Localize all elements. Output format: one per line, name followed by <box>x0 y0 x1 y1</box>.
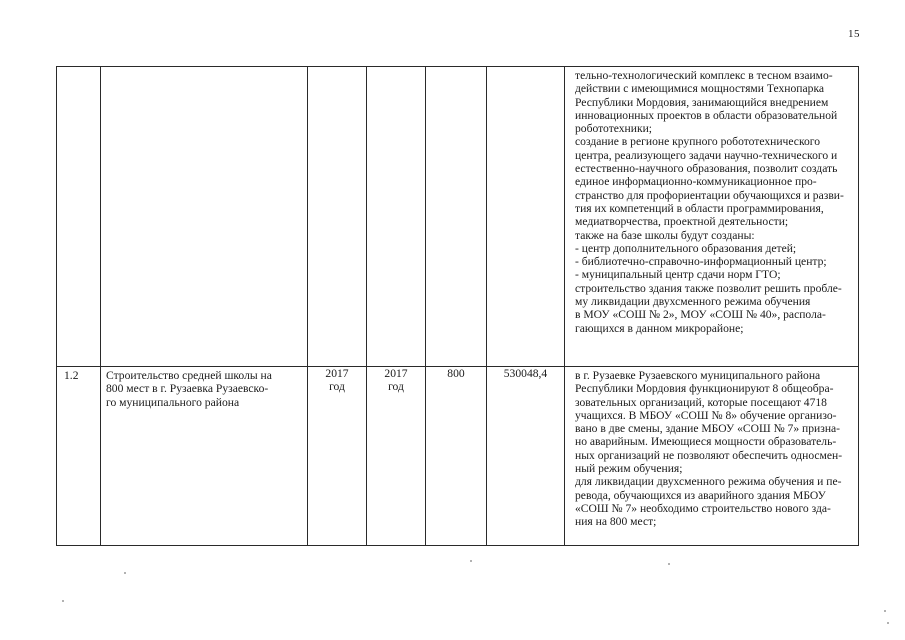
page-number: 15 <box>848 28 860 40</box>
description-line: строительство здания также позволит решить пробле- <box>575 281 842 295</box>
description-line: вано в две смены, здание МБОУ «СОШ № 7» призна- <box>575 422 841 436</box>
description-line: Республики Мордовия функционируют 8 общеобра- <box>575 382 834 396</box>
description-line: зовательных организаций, которые посещают 4718 <box>575 395 827 409</box>
description-line: робототехники; <box>575 122 653 136</box>
description-line: странство для профориентации обучающихся и разви- <box>575 188 844 202</box>
cell-cost <box>487 67 565 367</box>
description-line: - муниципальный центр сдачи норм ГТО; <box>575 268 781 282</box>
start-year: 2017 <box>325 367 349 380</box>
description-line: тия их компетенций в области программирования, <box>575 201 824 215</box>
description-line: му ликвидации двухсменного режима обучения <box>575 295 811 309</box>
scan-speck <box>668 563 670 565</box>
end-year: 2017 <box>384 367 408 380</box>
start-year-unit: год <box>329 380 345 394</box>
program-table <box>56 66 859 546</box>
cell-capacity <box>426 67 487 367</box>
description-line: «СОШ № 7» необходимо строительство нового зда- <box>575 501 831 515</box>
description-line: также на базе школы будут созданы: <box>575 228 755 242</box>
cell-name <box>101 67 308 367</box>
scan-speck <box>470 560 472 562</box>
description-line: учащихся. В МБОУ «СОШ № 8» обучение организо- <box>575 408 837 422</box>
description-line: ный режим обучения; <box>575 462 683 476</box>
description-line: инновационных проектов в области образовательной <box>575 108 838 122</box>
description-line: создание в регионе крупного робототехнического <box>575 135 821 149</box>
cell-end-year <box>367 367 426 546</box>
cell-cost <box>487 367 565 546</box>
description-line: Республики Мордовия, занимающийся внедрением <box>575 95 829 109</box>
scan-speck <box>887 622 889 624</box>
description-line: ревода, обучающихся из аварийного здания МБОУ <box>575 488 826 502</box>
scan-speck <box>62 600 64 602</box>
description-line: центра, реализующего задачи научно-технического и <box>575 148 838 162</box>
description-line: - центр дополнительного образования детей; <box>575 241 797 255</box>
scan-speck <box>884 610 886 612</box>
cell-description <box>565 67 859 367</box>
cell-capacity <box>426 367 487 546</box>
name-line: го муниципального района <box>106 395 240 409</box>
row-number: 1.2 <box>64 369 79 382</box>
cost-value: 530048,4 <box>503 367 548 380</box>
description-line: в МОУ «СОШ № 2», МОУ «СОШ № 40», распола- <box>575 308 826 322</box>
cell-start-year <box>308 67 367 367</box>
name-line: Строительство средней школы на <box>106 369 272 382</box>
capacity-value: 800 <box>447 367 465 380</box>
description-line: единое информационно-коммуникационное про- <box>575 175 817 189</box>
cell-start-year <box>308 367 367 546</box>
table-row-continuation <box>57 67 859 367</box>
description-line: тельно-технологический комплекс в тесном взаимо- <box>575 69 833 82</box>
description-line: для ликвидации двухсменного режима обучения и пе- <box>575 475 842 489</box>
cell-end-year <box>367 67 426 367</box>
description-line: естественно-научного образования, позволит создать <box>575 162 838 176</box>
cell-description <box>565 367 859 546</box>
cell-number <box>57 67 101 367</box>
description-line: в г. Рузаевке Рузаевского муниципального района <box>575 369 821 382</box>
cell-number <box>57 367 101 546</box>
table-row-1-2 <box>57 367 859 546</box>
description-line: но аварийным. Имеющиеся мощности образователь- <box>575 435 837 449</box>
description-line: ных организаций не позволяют обеспечить односмен- <box>575 448 843 462</box>
description-line: действии с имеющимися мощностями Технопарка <box>575 82 825 96</box>
scan-speck <box>124 572 126 574</box>
description-line: ния на 800 мест; <box>575 515 657 529</box>
description-line: - библиотечно-справочно-информационный центр; <box>575 255 827 269</box>
cell-name <box>101 367 308 546</box>
end-year-unit: год <box>388 380 404 394</box>
description-line: гающихся в данном микрорайоне; <box>575 321 744 335</box>
name-line: 800 мест в г. Рузаевка Рузаевско- <box>106 382 269 396</box>
description-line: медиатворчества, проектной деятельности; <box>575 215 789 229</box>
